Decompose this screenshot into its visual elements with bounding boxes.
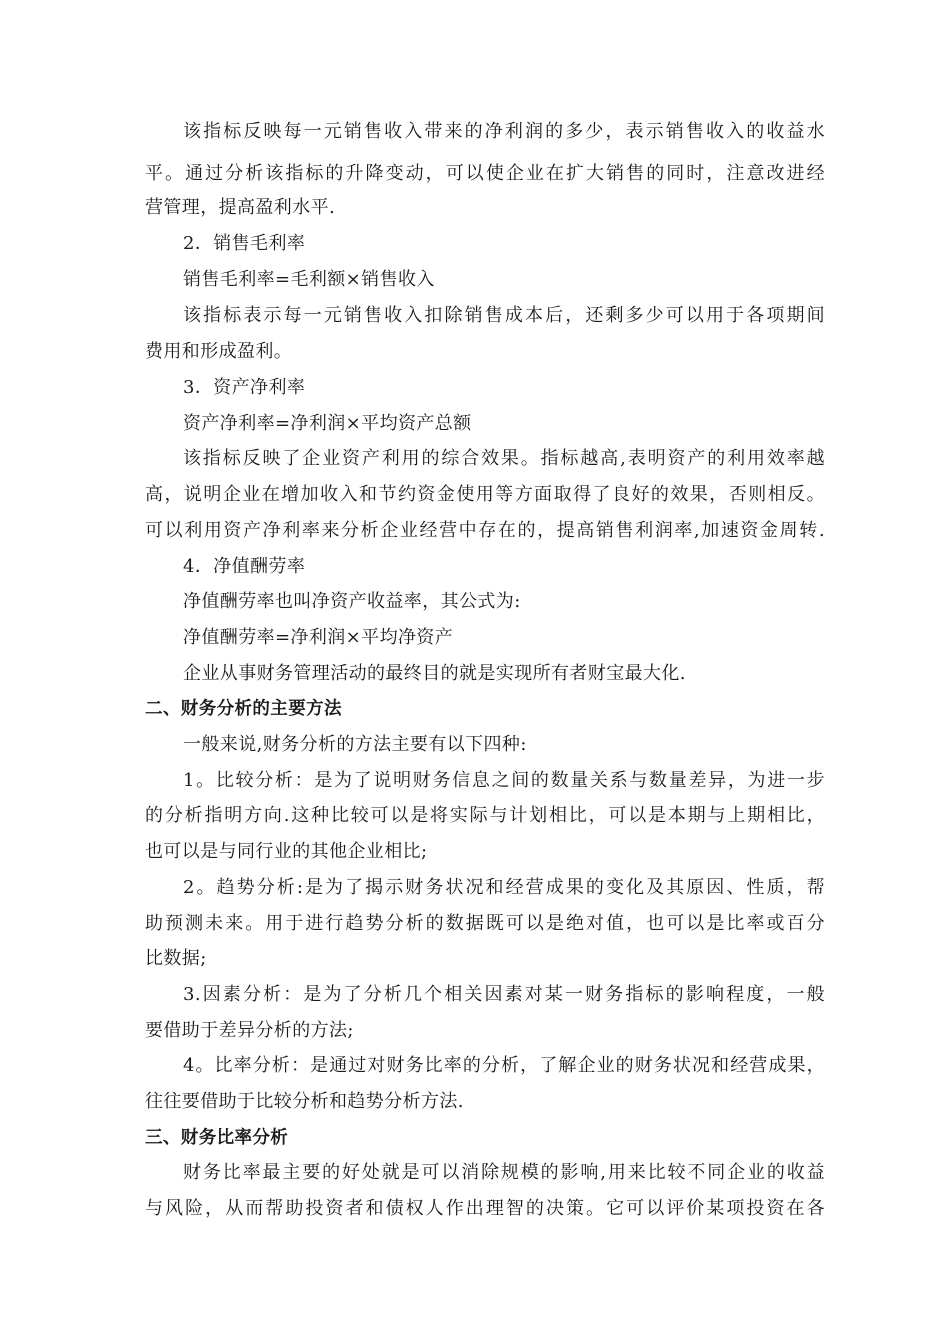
paragraph-line: 往往要借助于比较分析和趋势分析方法.	[145, 1091, 464, 1112]
paragraph-line: 1。比较分析：是为了说明财务信息之间的数量关系与数量差异，为进一步	[183, 770, 825, 791]
paragraph-line: 平。通过分析该指标的升降变动，可以使企业在扩大销售的同时，注意改进经	[145, 163, 825, 184]
paragraph-line: 与风险，从而帮助投资者和债权人作出理智的决策。它可以评价某项投资在各	[145, 1198, 825, 1219]
paragraph-line: 该指标表示每一元销售收入扣除销售成本后，还剩多少可以用于各项期间	[183, 305, 825, 326]
section-heading: 三、财务比率分析	[145, 1128, 289, 1148]
paragraph-line: 该指标反映每一元销售收入带来的净利润的多少，表示销售收入的收益水	[183, 121, 825, 142]
paragraph-line: 助预测未来。用于进行趋势分析的数据既可以是绝对值，也可以是比率或百分	[145, 913, 825, 934]
paragraph-line: 该指标反映了企业资产利用的综合效果。指标越高,表明资产的利用效率越	[183, 448, 825, 469]
paragraph-line: 3.因素分析：是为了分析几个相关因素对某一财务指标的影响程度，一般	[183, 984, 825, 1005]
paragraph-line: 企业从事财务管理活动的最终目的就是实现所有者财宝最大化.	[183, 663, 686, 684]
list-heading: 3．资产净利率	[183, 377, 306, 398]
paragraph-line: 的分析指明方向.这种比较可以是将实际与计划相比，可以是本期与上期相比，	[145, 805, 825, 826]
paragraph-line: 净值酬劳率也叫净资产收益率，其公式为:	[183, 591, 521, 612]
paragraph-line: 一般来说,财务分析的方法主要有以下四种:	[183, 734, 527, 755]
paragraph-line: 比数据;	[145, 948, 207, 969]
list-heading: 2．销售毛利率	[183, 233, 306, 254]
paragraph-line: 营管理，提高盈利水平.	[145, 197, 336, 218]
paragraph-line: 4。比率分析：是通过对财务比率的分析，了解企业的财务状况和经营成果，	[183, 1055, 825, 1076]
paragraph-line: 可以利用资产净利率来分析企业经营中存在的，提高销售利润率,加速资金周转.	[145, 520, 825, 541]
paragraph-line: 高，说明企业在增加收入和节约资金使用等方面取得了良好的效果，否则相反。	[145, 484, 825, 505]
formula-line: 资产净利率=净利润×平均资产总额	[183, 413, 472, 434]
paragraph-line: 要借助于差异分析的方法;	[145, 1020, 354, 1041]
paragraph-line: 也可以是与同行业的其他企业相比;	[145, 841, 428, 862]
formula-line: 销售毛利率=毛利额×销售收入	[183, 269, 435, 290]
section-heading: 二、财务分析的主要方法	[145, 699, 342, 719]
list-heading: 4．净值酬劳率	[183, 556, 306, 577]
paragraph-line: 费用和形成盈利。	[145, 341, 293, 362]
formula-line: 净值酬劳率=净利润×平均净资产	[183, 627, 454, 648]
paragraph-line: 财务比率最主要的好处就是可以消除规模的影响,用来比较不同企业的收益	[183, 1162, 825, 1183]
paragraph-line: 2。趋势分析:是为了揭示财务状况和经营成果的变化及其原因、性质，帮	[183, 877, 825, 898]
